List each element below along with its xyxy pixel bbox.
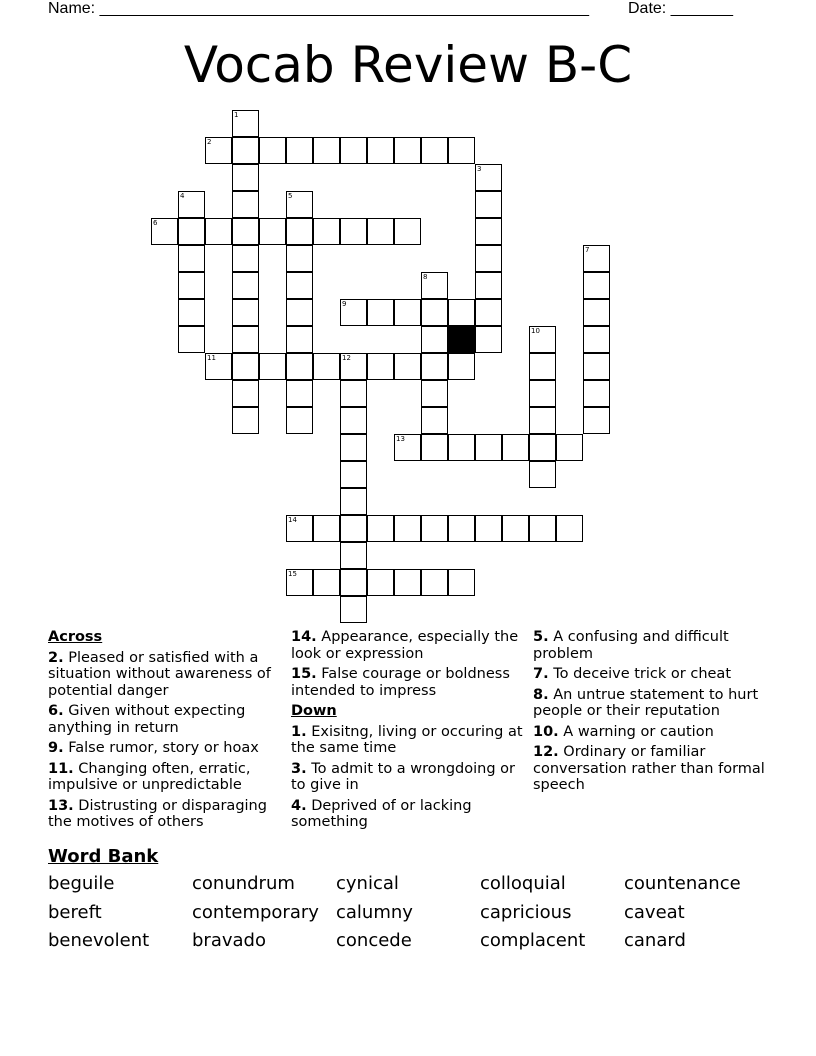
clue-number: 10. — [533, 723, 559, 740]
clue-text: Changing often, erratic, impulsive or unpredictable — [48, 760, 251, 793]
grid-cell[interactable] — [421, 353, 448, 380]
clue-number-15: 15 — [288, 570, 297, 578]
clue-item — [533, 629, 773, 662]
grid-cell[interactable] — [340, 569, 367, 596]
grid-cell[interactable] — [421, 380, 448, 407]
clue-number-5: 5 — [288, 192, 293, 200]
grid-cell[interactable] — [367, 137, 394, 164]
black-cell — [448, 326, 475, 353]
clue-number: 4. — [291, 797, 307, 814]
grid-cell[interactable] — [502, 434, 529, 461]
grid-cell[interactable] — [367, 569, 394, 596]
grid-cell[interactable] — [583, 380, 610, 407]
clue-number-6: 6 — [153, 219, 158, 227]
clue-number: 15. — [291, 666, 317, 682]
clue-text: Ordinary or familiar conversation rather than formal speech — [533, 744, 765, 793]
grid-cell[interactable] — [340, 218, 367, 245]
grid-cell[interactable] — [340, 542, 367, 569]
grid-cell[interactable] — [448, 515, 475, 542]
grid-cell[interactable] — [529, 461, 556, 488]
clues-column-3 — [533, 629, 773, 798]
grid-cell[interactable] — [583, 299, 610, 326]
grid-cell[interactable] — [394, 515, 421, 542]
grid-cell[interactable] — [205, 218, 232, 245]
grid-cell[interactable] — [232, 380, 259, 407]
clue-item — [291, 666, 527, 699]
grid-cell[interactable] — [340, 596, 367, 623]
word-bank-item: cynical — [336, 873, 399, 894]
grid-cell[interactable] — [421, 326, 448, 353]
grid-cell[interactable] — [556, 434, 583, 461]
grid-cell[interactable] — [475, 245, 502, 272]
grid-cell[interactable] — [259, 353, 286, 380]
clue-number: 9. — [48, 740, 64, 756]
clue-number: 8. — [533, 686, 549, 703]
clue-item — [48, 740, 284, 757]
grid-cell[interactable] — [394, 299, 421, 326]
clue-number-12: 12 — [342, 354, 351, 362]
word-bank-item: colloquial — [480, 873, 566, 894]
clue-number-9: 9 — [342, 300, 347, 308]
grid-cell[interactable] — [286, 380, 313, 407]
grid-cell[interactable] — [178, 272, 205, 299]
clue-text: A warning or caution — [558, 723, 714, 740]
grid-cell[interactable] — [286, 137, 313, 164]
clue-text: Distrusting or disparaging the motives of others — [48, 797, 267, 830]
clue-text: An untrue statement to hurt people or their reputation — [533, 686, 759, 719]
grid-cell[interactable] — [475, 434, 502, 461]
clue-number-8: 8 — [423, 273, 428, 281]
grid-cell[interactable] — [340, 137, 367, 164]
grid-cell[interactable] — [232, 326, 259, 353]
grid-cell[interactable] — [232, 218, 259, 245]
clue-item — [291, 798, 527, 831]
clue-text: Deprived of or lacking something — [291, 797, 472, 830]
grid-cell[interactable] — [286, 299, 313, 326]
clue-item — [291, 724, 527, 757]
word-bank-item: capricious — [480, 902, 572, 923]
grid-cell[interactable] — [394, 569, 421, 596]
grid-cell[interactable] — [286, 326, 313, 353]
clue-number-3: 3 — [477, 165, 482, 173]
grid-cell[interactable] — [502, 515, 529, 542]
clue-item — [291, 761, 527, 794]
grid-cell[interactable] — [313, 137, 340, 164]
grid-cell[interactable] — [529, 353, 556, 380]
grid-cell[interactable] — [475, 326, 502, 353]
clue-number-1: 1 — [234, 111, 239, 119]
grid-cell[interactable] — [475, 272, 502, 299]
clue-text: A confusing and difficult problem — [533, 629, 729, 662]
grid-cell[interactable] — [286, 407, 313, 434]
grid-cell[interactable] — [475, 299, 502, 326]
grid-cell[interactable] — [448, 569, 475, 596]
clue-number: 5. — [533, 629, 549, 645]
word-bank-item: bravado — [192, 930, 266, 951]
grid-cell[interactable] — [340, 380, 367, 407]
grid-cell[interactable] — [421, 434, 448, 461]
clue-item — [48, 798, 284, 831]
grid-cell[interactable] — [367, 515, 394, 542]
grid-cell[interactable] — [448, 434, 475, 461]
grid-cell[interactable] — [529, 380, 556, 407]
grid-cell[interactable] — [448, 299, 475, 326]
grid-cell[interactable] — [394, 137, 421, 164]
grid-cell[interactable] — [313, 218, 340, 245]
grid-cell[interactable] — [178, 218, 205, 245]
grid-cell[interactable] — [232, 245, 259, 272]
clues-column-2 — [291, 629, 527, 835]
clue-number-4: 4 — [180, 192, 185, 200]
grid-cell[interactable] — [421, 137, 448, 164]
grid-cell[interactable] — [475, 191, 502, 218]
grid-cell[interactable] — [313, 515, 340, 542]
clue-text: Exisitng, living or occuring at the same time — [291, 723, 523, 756]
name-field-label: Name: _______________________________________________________ — [48, 0, 589, 17]
down-heading: Down — [291, 703, 337, 719]
word-bank-item: concede — [336, 930, 412, 951]
grid-cell[interactable] — [259, 137, 286, 164]
clue-item — [48, 761, 284, 794]
clue-item — [533, 666, 773, 683]
word-bank-item: countenance — [624, 873, 741, 894]
grid-cell[interactable] — [421, 407, 448, 434]
clue-number: 12. — [533, 744, 559, 760]
grid-cell[interactable] — [232, 137, 259, 164]
grid-cell[interactable] — [340, 461, 367, 488]
grid-cell[interactable] — [340, 407, 367, 434]
grid-cell[interactable] — [286, 245, 313, 272]
grid-cell[interactable] — [394, 218, 421, 245]
grid-cell[interactable] — [340, 434, 367, 461]
clue-number-14: 14 — [288, 516, 297, 524]
clue-text: False courage or boldness intended to impress — [291, 666, 510, 699]
grid-cell[interactable] — [583, 407, 610, 434]
grid-cell[interactable] — [232, 299, 259, 326]
word-bank-item: beguile — [48, 873, 115, 894]
grid-cell[interactable] — [583, 326, 610, 353]
clue-number: 14. — [291, 629, 317, 645]
page-title: Vocab Review B-C — [183, 36, 633, 94]
grid-cell[interactable] — [421, 569, 448, 596]
grid-cell[interactable] — [448, 137, 475, 164]
clue-item — [533, 687, 773, 720]
grid-cell[interactable] — [286, 272, 313, 299]
grid-cell[interactable] — [178, 326, 205, 353]
grid-cell[interactable] — [367, 353, 394, 380]
clue-item — [48, 703, 284, 736]
word-bank-item: contemporary — [192, 902, 319, 923]
grid-cell[interactable] — [448, 353, 475, 380]
clue-number: 2. — [48, 649, 64, 666]
grid-cell[interactable] — [583, 353, 610, 380]
clue-number: 7. — [533, 666, 549, 682]
grid-cell[interactable] — [421, 299, 448, 326]
grid-cell[interactable] — [178, 245, 205, 272]
word-bank-item: bereft — [48, 902, 102, 923]
grid-cell[interactable] — [367, 218, 394, 245]
grid-cell[interactable] — [421, 515, 448, 542]
grid-cell[interactable] — [475, 515, 502, 542]
grid-cell[interactable] — [232, 407, 259, 434]
clue-text: Pleased or satisfied with a situation without awareness of potential danger — [48, 649, 271, 699]
clue-number-7: 7 — [585, 246, 590, 254]
grid-cell[interactable] — [475, 218, 502, 245]
date-field-label: Date: _______ — [628, 0, 733, 17]
across-heading: Across — [48, 629, 103, 645]
clue-item — [533, 744, 773, 794]
grid-cell[interactable] — [286, 218, 313, 245]
clue-number-11: 11 — [207, 354, 216, 362]
word-bank-item: canard — [624, 930, 686, 951]
clue-item — [291, 629, 527, 662]
grid-cell[interactable] — [340, 488, 367, 515]
grid-cell[interactable] — [394, 353, 421, 380]
clue-number-13: 13 — [396, 435, 405, 443]
word-bank-title: Word Bank — [48, 846, 159, 867]
clue-number: 6. — [48, 703, 64, 719]
grid-cell[interactable] — [340, 515, 367, 542]
clue-number: 1. — [291, 723, 307, 740]
grid-cell[interactable] — [583, 272, 610, 299]
clue-number: 13. — [48, 797, 74, 814]
word-bank-item: calumny — [336, 902, 413, 923]
grid-cell[interactable] — [367, 299, 394, 326]
grid-cell[interactable] — [178, 299, 205, 326]
word-bank-item: complacent — [480, 930, 586, 951]
clues-column-1 — [48, 629, 284, 835]
grid-cell[interactable] — [232, 353, 259, 380]
clue-number-2: 2 — [207, 138, 212, 146]
clue-item — [533, 724, 773, 741]
grid-cell[interactable] — [232, 164, 259, 191]
grid-cell[interactable] — [313, 353, 340, 380]
clue-text: To deceive trick or cheat — [548, 666, 731, 682]
word-bank-item: benevolent — [48, 930, 150, 951]
clue-number-10: 10 — [531, 327, 540, 335]
grid-cell[interactable] — [556, 515, 583, 542]
grid-cell[interactable] — [529, 434, 556, 461]
clue-number: 11. — [48, 760, 74, 777]
grid-cell[interactable] — [232, 191, 259, 218]
clue-text: To admit to a wrongdoing or to give in — [291, 760, 515, 793]
clue-text: False rumor, story or hoax — [63, 740, 259, 756]
clue-text: Given without expecting anything in return — [48, 703, 246, 736]
clue-item — [48, 650, 284, 700]
grid-cell[interactable] — [232, 272, 259, 299]
grid-cell[interactable] — [286, 353, 313, 380]
clue-number: 3. — [291, 760, 307, 777]
clue-text: Appearance, especially the look or expression — [291, 629, 519, 662]
grid-cell[interactable] — [313, 569, 340, 596]
word-bank-item: caveat — [624, 902, 685, 923]
word-bank-item: conundrum — [192, 873, 295, 894]
grid-cell[interactable] — [529, 515, 556, 542]
grid-cell[interactable] — [259, 218, 286, 245]
grid-cell[interactable] — [529, 407, 556, 434]
